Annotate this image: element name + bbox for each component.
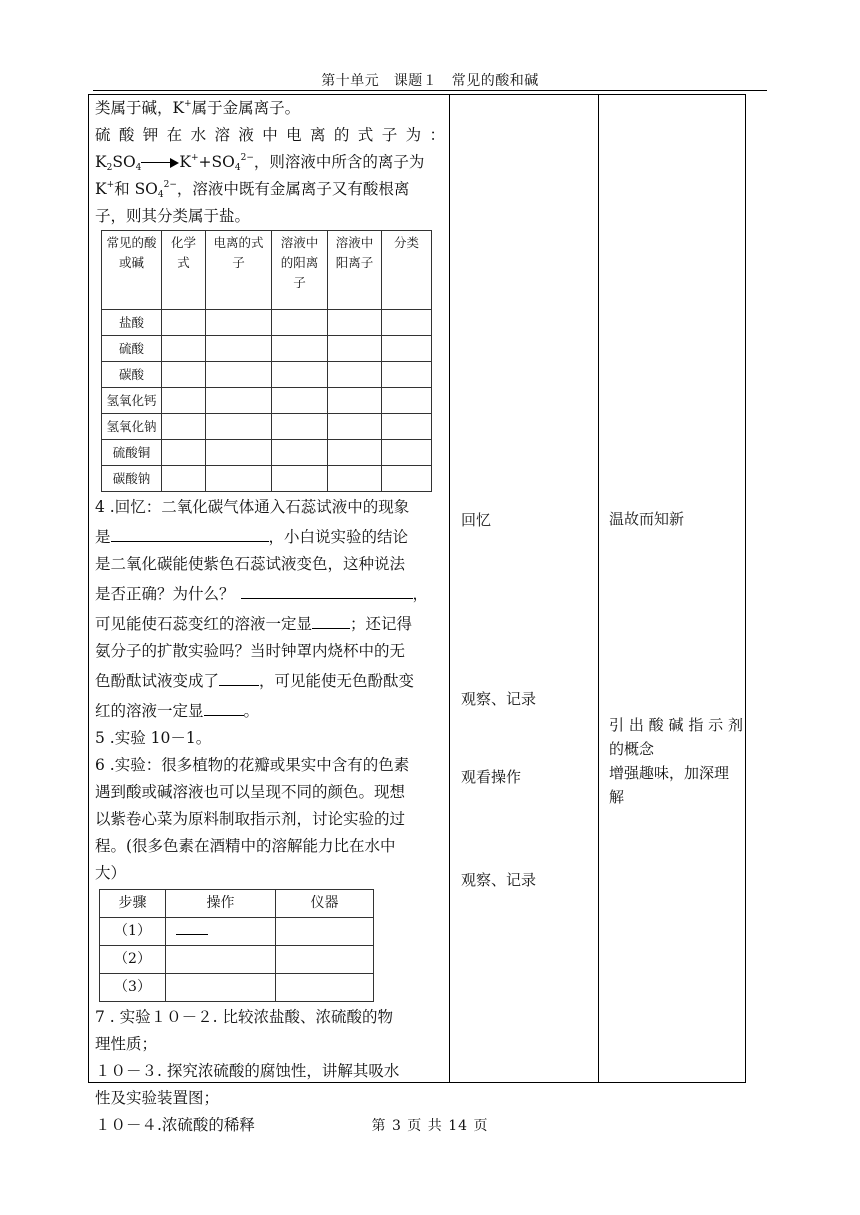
table-cell: 碳酸钠 [102,466,162,492]
answer-blank[interactable] [111,521,269,542]
table-cell[interactable] [272,362,328,388]
table-header-cell: 常见的酸 或碱 [102,231,162,310]
table-cell[interactable] [162,388,206,414]
table-row [102,310,432,336]
table-row [102,440,432,466]
table-cell[interactable] [272,440,328,466]
table-cell[interactable] [206,414,272,440]
table-cell[interactable] [166,918,276,946]
arrow-icon [141,158,179,168]
table-cell[interactable] [382,414,432,440]
table-cell[interactable] [166,946,276,974]
table-cell[interactable] [272,336,328,362]
table-cell[interactable] [328,388,382,414]
content-line: K+和 $SO_4^{2-}$，溶液中既有金属离子又有酸根离 [95,180,410,200]
table-cell[interactable] [206,336,272,362]
page-footer: 第 3 页 共 14 页 [371,1118,489,1134]
intent-line: 引出酸碱指示剂 [609,716,743,734]
content-line: 色酚酞试液变成了 ，可见能使无色酚酞变 [95,665,445,695]
answer-blank[interactable] [204,695,244,716]
content-line: 程。(很多色素在酒精中的溶解能力比在水中 [95,837,396,855]
table-cell[interactable] [382,388,432,414]
table-row [100,946,374,974]
student-activity-observe-2: 观察、记录 [461,871,537,889]
table-cell[interactable] [328,336,382,362]
student-activity-observe: 观察、记录 [461,690,537,708]
content-line: 大） [95,864,127,882]
table-cell[interactable] [328,414,382,440]
content-line: 以紫卷心菜为原料制取指示剂，讨论实验的过 [95,810,406,828]
table-header-row [102,231,432,310]
content-line: 6 .实验：很多植物的花瓣或果实中含有的色素 [95,756,410,774]
answer-blank[interactable] [312,608,350,629]
table-header-row [100,890,374,918]
table-cell: （2） [100,946,166,974]
header-rule [93,90,767,91]
table-cell[interactable] [272,414,328,440]
ionization-equation: $K_2SO_4$ $K^++SO_4^{2-}$，则溶液中所含的离子为 [95,153,425,173]
table-cell[interactable] [162,414,206,440]
content-line: 遇到酸或碱溶液也可以呈现不同的颜色。现想 [95,783,406,801]
table-cell[interactable] [206,466,272,492]
content-line: 氨分子的扩散实验吗？当时钟罩内烧杯中的无 [95,642,406,660]
table-header-cell: 化学 式 [162,231,206,310]
table-header-cell: 分类 [382,231,432,310]
table-header-cell: 溶液中 的阳离 子 [272,231,328,310]
table-cell[interactable] [162,440,206,466]
student-activity-watch: 观看操作 [461,768,522,786]
column-divider [598,95,599,1082]
answer-blank[interactable] [219,665,259,686]
acid-base-table [101,230,432,492]
content-line: 4 .回忆：二氧化碳气体通入石蕊试液中的现象 [95,498,410,516]
table-cell[interactable] [272,310,328,336]
table-cell[interactable] [276,974,374,1002]
table-cell[interactable] [382,362,432,388]
column-divider [449,95,450,1082]
table-row [100,918,374,946]
table-header-cell: 电离的式 子 [206,231,272,310]
table-cell[interactable] [162,310,206,336]
table-header-cell: 步骤 [100,890,166,918]
content-line: 类属于碱，K+属于金属离子。 [95,99,301,117]
teaching-content-column [95,95,445,1139]
content-line: 硫酸钾在水溶液中电离的式子为： [95,126,445,144]
table-cell[interactable] [382,440,432,466]
table-cell[interactable] [272,466,328,492]
intent-line: 增强趣味，加深理 [609,764,730,782]
table-cell[interactable] [206,362,272,388]
table-row [102,414,432,440]
intent-line: 解 [609,788,625,806]
content-line: 7 . 实验１０－２. 比较浓盐酸、浓硫酸的物 [95,1008,393,1026]
page-header: 第十单元 课题１ 常见的酸和碱 [321,73,539,89]
table-cell[interactable] [328,466,382,492]
table-cell: （1） [100,918,166,946]
table-cell[interactable] [162,336,206,362]
table-header-cell: 操作 [166,890,276,918]
table-row [102,388,432,414]
experiment-steps-table [99,889,374,1002]
table-cell[interactable] [328,440,382,466]
answer-blank[interactable] [176,920,208,935]
content-line: 可见能使石蕊变红的溶液一定显 ；还记得 [95,608,445,638]
table-row [100,974,374,1002]
table-cell: 氢氧化钠 [102,414,162,440]
content-line: 是 ，小白说实验的结论 [95,521,445,551]
table-cell: 碳酸 [102,362,162,388]
table-cell[interactable] [382,336,432,362]
table-cell: 盐酸 [102,310,162,336]
table-cell: （3） [100,974,166,1002]
table-cell[interactable] [276,946,374,974]
table-cell[interactable] [162,362,206,388]
content-line: １０－３. 探究浓硫酸的腐蚀性，讲解其吸水 [95,1062,400,1080]
table-cell[interactable] [206,388,272,414]
student-activity-recall: 回忆 [461,511,492,529]
answer-blank[interactable] [241,578,413,599]
intent-line: 的概念 [609,740,655,758]
table-cell[interactable] [272,388,328,414]
content-line: 5 .实验 10－1。 [95,729,212,747]
table-cell[interactable] [206,310,272,336]
table-cell[interactable] [382,310,432,336]
table-cell[interactable] [276,918,374,946]
table-row [102,362,432,388]
table-cell[interactable] [328,310,382,336]
design-intent-review: 温故而知新 [609,510,685,528]
design-intent-indicator [609,713,743,809]
table-cell[interactable] [328,362,382,388]
content-line: 性及实验装置图； [95,1089,220,1107]
table-cell[interactable] [166,974,276,1002]
content-line: 是否正确？为什么？ ， [95,578,445,608]
table-header-cell: 仪器 [276,890,374,918]
table-cell[interactable] [206,440,272,466]
content-line: 子，则其分类属于盐。 [95,207,251,225]
table-cell[interactable] [162,466,206,492]
table-cell: 硫酸 [102,336,162,362]
table-row [102,466,432,492]
table-header-cell: 溶液中 阳离子 [328,231,382,310]
content-line: 红的溶液一定显 。 [95,695,445,725]
table-cell: 氢氧化钙 [102,388,162,414]
table-row [102,336,432,362]
content-line: 是二氧化碳能使紫色石蕊试液变色，这种说法 [95,555,406,573]
content-line: 理性质； [95,1035,158,1053]
table-cell[interactable] [382,466,432,492]
table-cell: 硫酸铜 [102,440,162,466]
content-line: １０－４.浓硫酸的稀释 [95,1116,255,1134]
